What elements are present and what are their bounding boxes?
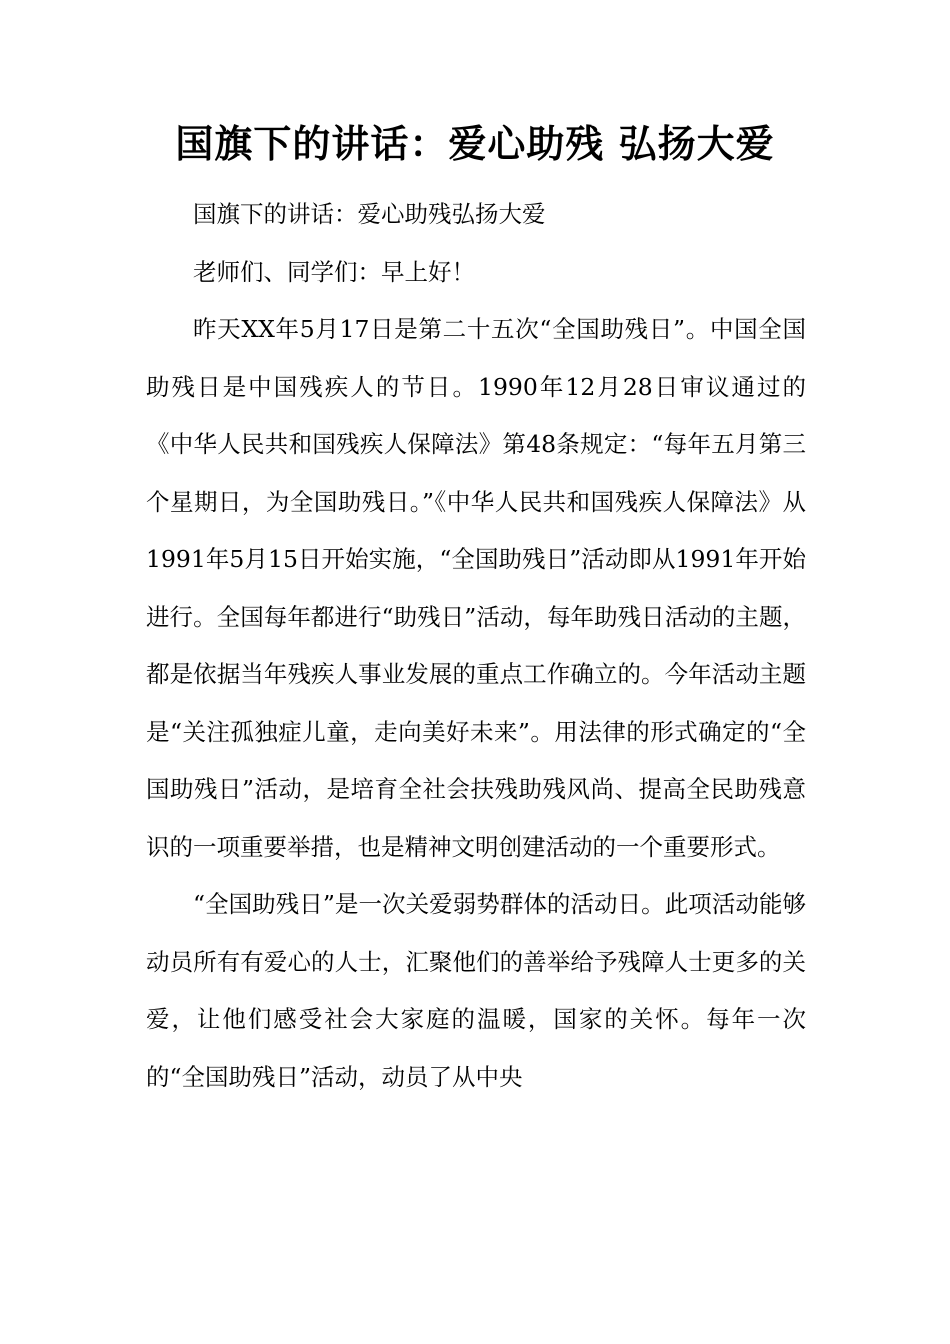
- document-title: 国旗下的讲话：爱心助残 弘扬大爱: [175, 122, 775, 166]
- paragraph-background: 昨天XX年5月17日是第二十五次“全国助残日”。中国全国助残日是中国残疾人的节日。1990年12月28日审议通过的《中华人民共和国残疾人保障法》第48条规定：“每年五月第三个星期日，为全国助残日。”《中华人民共和国残疾人保障法》从1991年5月15日开始实施，“全国助残日”活动即从1991年开始进行。全国每年都进行“助残日”活动，每年助残日活动的主题，都是依据当年残疾人事业发展的重点工作确立的。今年活动主题是“关注孤独症儿童，走向美好未来”。用法律的形式确定的“全国助残日”活动，是培育全社会扶残助残风尚、提高全民助残意识的一项重要举措，也是精神文明创建活动的一个重要形式。: [146, 315, 806, 861]
- paragraph-subtitle: 国旗下的讲话：爱心助残弘扬大爱: [193, 200, 546, 228]
- document-body: [146, 186, 806, 1106]
- paragraph-greeting: 老师们、同学们：早上好！: [193, 257, 475, 286]
- paragraph-significance: “全国助残日”是一次关爱弱势群体的活动日。此项活动能够动员所有有爱心的人士，汇聚他们的善举给予残障人士更多的关爱，让他们感受社会大家庭的温暖，国家的关怀。每年一次的“全国助残日”活动，动员了从中央: [146, 890, 806, 1091]
